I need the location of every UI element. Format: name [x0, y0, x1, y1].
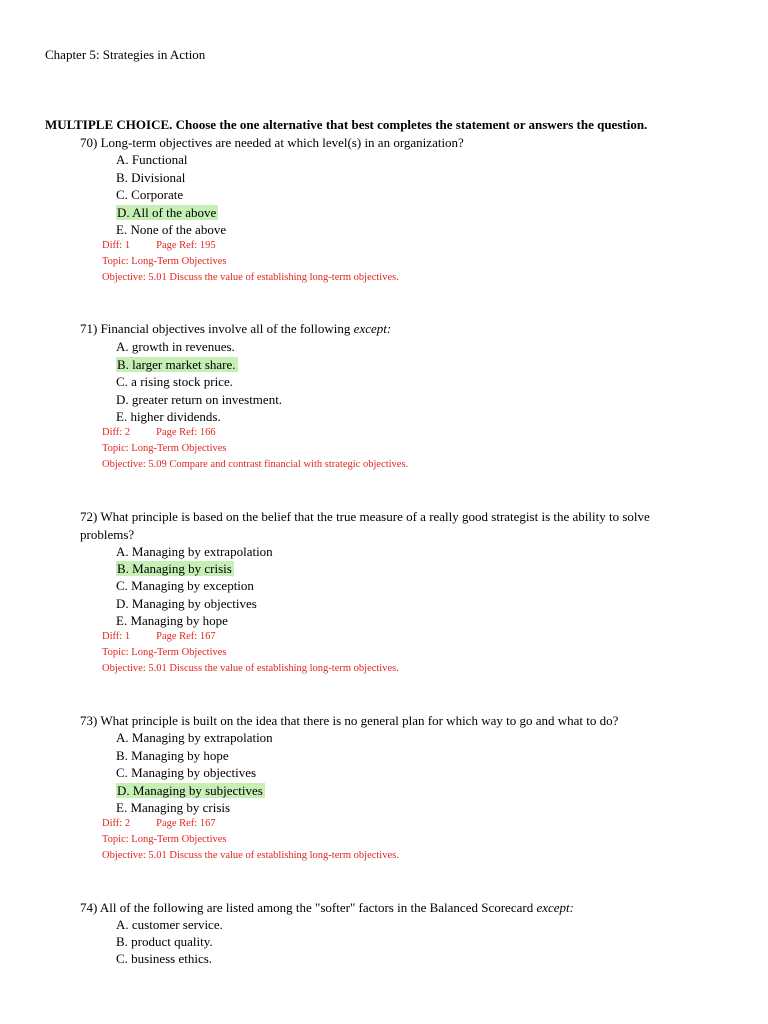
- choice-d-correct: [116, 782, 265, 800]
- choice-e: E. None of the above: [116, 222, 227, 237]
- correct-answer-highlight: D. Managing by subjectives: [117, 783, 263, 798]
- choice-e: E. Managing by crisis: [116, 800, 231, 815]
- stem-text: 74) All of the following are listed among the "softer" factors in the Balanced Scorecard: [80, 900, 537, 915]
- difficulty: Diff: 1: [102, 240, 131, 251]
- question-topic: Topic: Long-Term Objectives: [102, 647, 227, 658]
- difficulty: Diff: 2: [102, 427, 131, 438]
- choice-a: A. Managing by extrapolation: [116, 544, 273, 559]
- choice-c: C. Managing by exception: [116, 578, 254, 593]
- question-stem: 72) What principle is based on the belief that the true measure of a really good strategist is the ability to solve problems?: [80, 509, 650, 542]
- difficulty: Diff: 2: [102, 818, 131, 829]
- question-topic: Topic: Long-Term Objectives: [102, 256, 227, 267]
- question-objective: Objective: 5.01 Discuss the value of establishing long-term objectives.: [102, 663, 399, 674]
- choice-d: D. greater return on investment.: [116, 392, 283, 407]
- stem-text: 71) Financial objectives involve all of the following: [80, 321, 354, 336]
- question-meta-diff: [102, 816, 216, 832]
- choice-b: B. Divisional: [116, 170, 186, 185]
- page-ref: Page Ref: 167: [156, 631, 216, 642]
- question-meta-diff: [102, 629, 216, 645]
- correct-answer-highlight: B. larger market share.: [117, 357, 236, 372]
- question-stem: [80, 320, 700, 338]
- choice-a: A. Managing by extrapolation: [116, 730, 273, 745]
- choice-a: A. customer service.: [116, 917, 223, 932]
- choice-b-correct: [116, 560, 234, 578]
- chapter-heading: Chapter 5: Strategies in Action: [45, 47, 206, 62]
- question-objective: Objective: 5.01 Discuss the value of establishing long-term objectives.: [102, 850, 399, 861]
- question-stem: 73) What principle is built on the idea that there is no general plan for which way to go and what to do?: [80, 713, 619, 728]
- question-topic: Topic: Long-Term Objectives: [102, 834, 227, 845]
- question-meta-diff: [102, 425, 216, 441]
- choice-d-correct: [116, 204, 218, 222]
- question-objective: Objective: 5.01 Discuss the value of establishing long-term objectives.: [102, 272, 399, 283]
- instructions: MULTIPLE CHOICE. Choose the one alternative that best completes the statement or answers the question.: [45, 117, 648, 132]
- choice-c: C. Corporate: [116, 187, 184, 202]
- difficulty: Diff: 1: [102, 631, 131, 642]
- choice-b: B. product quality.: [116, 934, 213, 949]
- choice-d: D. Managing by objectives: [116, 596, 257, 611]
- choice-c: C. a rising stock price.: [116, 374, 233, 389]
- choice-b: B. Managing by hope: [116, 748, 229, 763]
- page-ref: Page Ref: 166: [156, 427, 216, 438]
- question-stem: 70) Long-term objectives are needed at which level(s) in an organization?: [80, 135, 464, 150]
- question-topic: Topic: Long-Term Objectives: [102, 443, 227, 454]
- choice-b-correct: [116, 356, 238, 374]
- choice-c: C. business ethics.: [116, 951, 213, 966]
- page-ref: Page Ref: 167: [156, 818, 216, 829]
- correct-answer-highlight: D. All of the above: [117, 205, 217, 220]
- question-stem: [80, 899, 700, 917]
- question-meta-diff: [102, 238, 216, 254]
- page-ref: Page Ref: 195: [156, 240, 216, 251]
- choice-e: E. Managing by hope: [116, 613, 228, 628]
- choice-a: A. Functional: [116, 152, 188, 167]
- question-objective: Objective: 5.09 Compare and contrast financial with strategic objectives.: [102, 459, 409, 470]
- stem-italic: except:: [536, 900, 574, 915]
- choice-e: E. higher dividends.: [116, 409, 221, 424]
- correct-answer-highlight: B. Managing by crisis: [117, 561, 232, 576]
- stem-italic: except:: [353, 321, 392, 336]
- choice-c: C. Managing by objectives: [116, 765, 257, 780]
- choice-a: A. growth in revenues.: [116, 339, 235, 354]
